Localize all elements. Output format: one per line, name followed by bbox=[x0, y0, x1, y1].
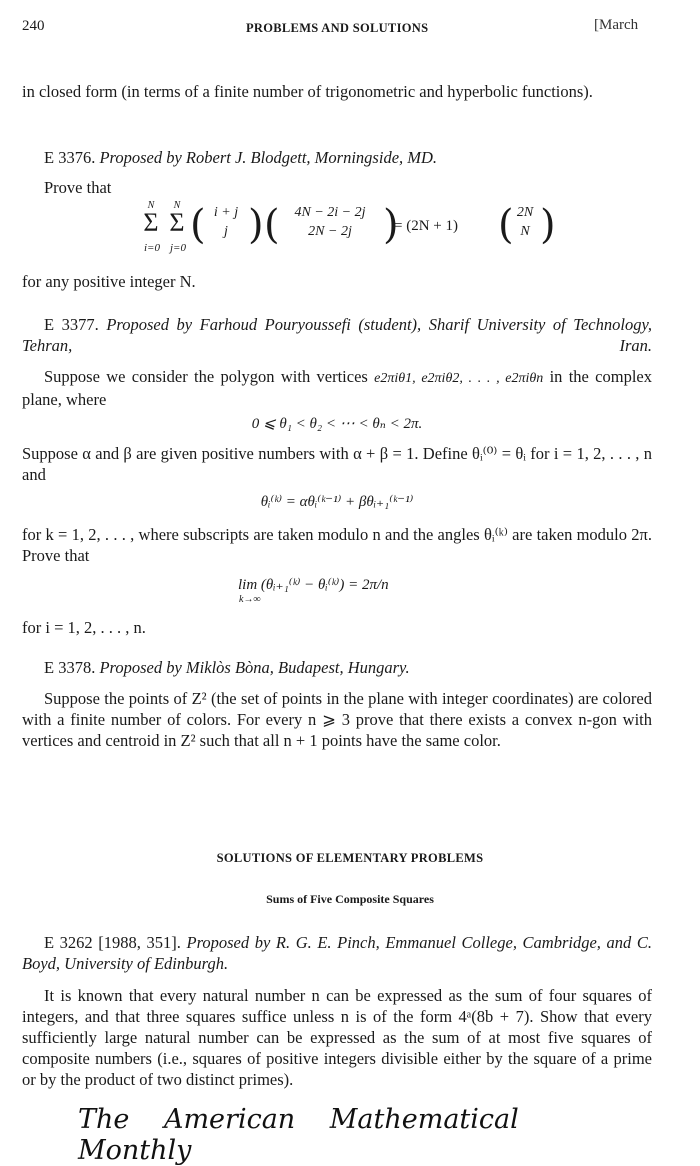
prove-that: Prove that bbox=[44, 178, 112, 197]
binom-top: 2N bbox=[516, 205, 534, 220]
proposer: Proposed by Farhoud Pouryoussefi (student), Sharif University of Technology, Tehran, Iran. bbox=[22, 315, 652, 355]
intro-paragraph: in closed form (in terms of a finite number of trigonometric and hyperbolic functions). bbox=[22, 82, 593, 101]
problem-e3376-heading bbox=[44, 147, 654, 168]
recurrence: θᵢ⁽ᵏ⁾ = αθᵢ⁽ᵏ⁻¹⁾ + βθᵢ₊₁⁽ᵏ⁻¹⁾ bbox=[260, 494, 414, 510]
sum-lower: j=0 bbox=[170, 242, 186, 254]
sum-upper: N bbox=[147, 200, 155, 211]
problem-number: E 3378. bbox=[44, 658, 96, 677]
solutions-heading: SOLUTIONS OF ELEMENTARY PROBLEMS bbox=[216, 851, 484, 865]
equation-rhs: = (2N + 1) bbox=[394, 218, 458, 234]
sigma-symbol: Σ bbox=[169, 208, 185, 237]
sum-lower: i=0 bbox=[144, 242, 160, 254]
problem-number: E 3376. bbox=[44, 148, 96, 167]
proposer: Proposed by R. G. E. Pinch, Emmanuel College, Cambridge, and C. Boyd, University of Edinburgh. bbox=[22, 933, 653, 973]
month-label: [March bbox=[594, 17, 639, 33]
e3377-paragraph-3: for k = 1, 2, . . . , where subscripts are taken modulo n and the angles θᵢ⁽ᵏ⁾ are taken modulo 2π. Prove that bbox=[22, 525, 652, 565]
binom-top: i + j bbox=[213, 205, 239, 220]
problem-e3378-heading bbox=[44, 657, 654, 678]
e3378-paragraph: Suppose the points of Z² (the set of points in the plane with integer coordinates) are colored with a finite number of colors. For every n ⩾ 3 prove that there exists a convex n-gon with vertices and centroid in Z² such that all n + 1 points have the same color. bbox=[22, 689, 652, 750]
equation-e3376: N Σ i=0 N Σ j=0 ( i + j j ) ( 4N − 2i − 2j 2N − 2j ) = (2N + 1) ( 2N N ) bbox=[140, 200, 560, 262]
proposer: Proposed by Miklòs Bòna, Budapest, Hungary. bbox=[99, 658, 410, 677]
sum-upper: N bbox=[173, 200, 181, 211]
binom-bottom: j bbox=[224, 224, 228, 239]
e3377-paragraph-2: Suppose α and β are given positive numbers with α + β = 1. Define θᵢ⁽⁰⁾ = θᵢ for i = 1, 2, . . . , n and bbox=[22, 444, 652, 484]
binom-bottom: N bbox=[520, 224, 530, 239]
e3377-tail: for i = 1, 2, . . . , n. bbox=[22, 618, 146, 637]
problem-e3262-heading bbox=[22, 932, 652, 974]
page-number: 240 bbox=[22, 18, 45, 34]
e3377-paragraph-1 bbox=[22, 366, 652, 410]
binom-bottom: 2N − 2j bbox=[308, 224, 352, 239]
sigma-symbol: Σ bbox=[143, 208, 159, 237]
para1-end: in the complex plane, where bbox=[22, 367, 652, 409]
running-title: PROBLEMS AND SOLUTIONS bbox=[246, 21, 429, 35]
problem-number: E 3377. bbox=[44, 315, 99, 334]
handwritten-note: The American Mathematical Monthly bbox=[78, 1104, 519, 1166]
vertices-list: e2πiθ1, e2πiθ2, . . . , e2πiθn bbox=[374, 371, 544, 386]
para1-start: Suppose we consider the polygon with vertices bbox=[44, 367, 375, 386]
e3376-tail: for any positive integer N. bbox=[22, 272, 196, 291]
problem-number: E 3262 [1988, 351]. bbox=[44, 933, 181, 952]
limit-expression: lim (θᵢ₊₁⁽ᵏ⁾ − θᵢ⁽ᵏ⁾) = 2π/n bbox=[238, 577, 389, 593]
inequality: 0 ⩽ θ₁ < θ₂ < ⋯ < θₙ < 2π. bbox=[251, 416, 423, 432]
e3262-paragraph: It is known that every natural number n can be expressed as the sum of four squares of integers, and that three squares suffice unless n is of the form 4ᵃ(8b + 7). Show that every sufficiently large natural number can be expressed as the sum of at most five squares of composite numbers (i.e., squares of positive integers divisible either by the square of a prime or by the product of two distinct primes). bbox=[22, 986, 652, 1089]
proposer: Proposed by Robert J. Blodgett, Morningside, MD. bbox=[99, 148, 438, 167]
binom-top: 4N − 2i − 2j bbox=[294, 205, 366, 220]
solutions-subheading: Sums of Five Composite Squares bbox=[266, 892, 434, 906]
limit-subscript: k→∞ bbox=[239, 594, 261, 605]
